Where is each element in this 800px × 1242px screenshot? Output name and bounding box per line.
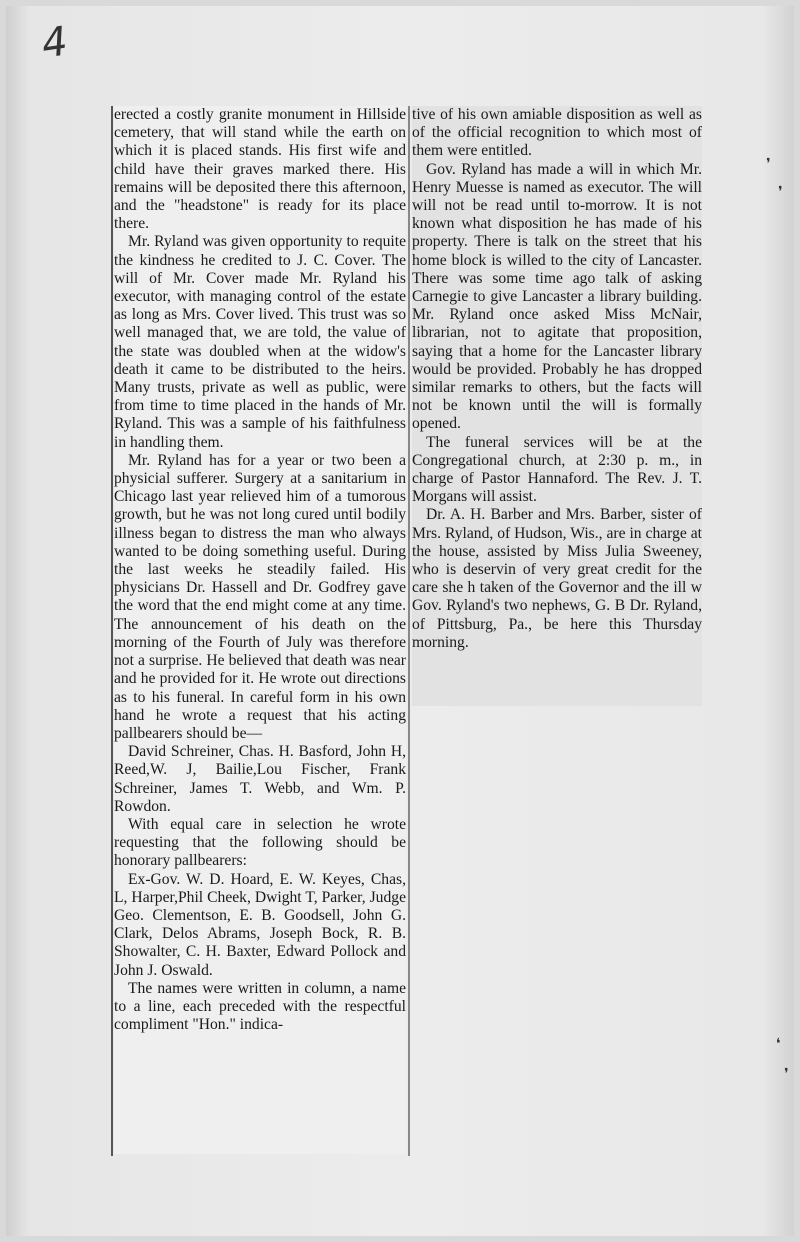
paragraph-acting-pallbearers: David Schreiner, Chas. H. Basford, John H, Reed,W. J, Bailie,Lou Fischer, Frank Schreiner, James T. Webb, and Wm. P. Rowdon. [114, 743, 406, 815]
paragraph-disposition: tive of his own amiable disposition as well as of the official recognition to which most of them were entitled. [412, 106, 702, 160]
paragraph-monument: erected a costly granite monument in Hillside cemetery, that will stand while the earth on which it is placed stands. His first wife and child have their graves marked there. His remains will be deposited there this afternoon, and the "headstone" is ready for its place there. [114, 106, 406, 233]
scan-speck-mark: ❛ [776, 1036, 781, 1052]
scan-speck-mark: ❜ [784, 1066, 789, 1082]
clipping-left-edge [111, 106, 113, 1156]
paragraph-illness: Mr. Ryland has for a year or two been a physicial sufferer. Surgery at a sanitarium in Chicago last year relieved him of a tumorous growth, but he was not long cured until bodily illness began to distress the man who always wanted to be doing something useful. During the last weeks he steadily failed. His physicians Dr. Hassell and Dr. Godfrey gave the word that the end might come at any time. The announcement of his death on the morning of the Fourth of July was therefore not a surprise. He believed that death was near and he provided for it. He wrote out directions as to his funeral. In careful form in his own hand he wrote a request that his acting pallbearers should be— [114, 451, 406, 742]
scan-speck-mark: ❜ [778, 184, 783, 200]
paragraph-funeral-services: The funeral services will be at the Congregational church, at 2:30 p. m., in charge of Pastor Hannaford. The Rev. J. T. Morgans will assist. [412, 433, 702, 506]
paragraph-barber-family: Dr. A. H. Barber and Mrs. Barber, sister of Mrs. Ryland, of Hudson, Wis., are in charge at the house, assisted by Miss Julia Sweeney, who is deservin of very great credit for the care she h taken of the Governor and the ill w Gov. Ryland's two nephews, G. B Dr. Ryland, of Pittsburg, Pa., be here this Thursday morning. [412, 506, 702, 651]
paragraph-cover-estate: Mr. Ryland was given opportunity to requite the kindness he credited to J. C. Cover. The will of Mr. Cover made Mr. Ryland his executor, with managing control of the estate as long as Mrs. Cover lived. This trust was so well managed that, we are told, the value of the state was doubled when at the widow's death it came to be distributed to the heirs. Many trusts, private as well as public, were from time to time placed in the hands of Mr. Ryland. This was a sample of his faithfulness in handling them. [114, 233, 406, 451]
newspaper-clipping-page [6, 6, 794, 1236]
paragraph-names-column: The names were written in column, a name to a line, each preceded with the respectful compliment "Hon." indica- [114, 979, 406, 1034]
paragraph-will: Gov. Ryland has made a will in which Mr. Henry Muesse is named as executor. The will will not be read until to-morrow. It is not known what disposition he has made of his property. There is talk on the street that his home block is willed to the city of Lancaster. There was some time ago talk of asking Carnegie to give Lancaster a library building. Mr. Ryland once asked Miss McNair, librarian, not to agitate that proposition, saying that a home for the Lancaster library would be provided. Probably he has dropped similar remarks to others, but the facts will not be known until the will is formally opened. [412, 160, 702, 433]
handwritten-page-number: 4 [38, 18, 71, 68]
paragraph-honorary-pallbearers: Ex-Gov. W. D. Hoard, E. W. Keyes, Chas, L, Harper,Phil Cheek, Dwight T, Parker, Judge Geo. Clementson, E. B. Goodsell, John G. Clark, Delos Abrams, Joseph Bock, R. B. Showalter, C. H. Baxter, Edward Pollock and John J. Oswald. [114, 870, 406, 979]
right-article-column [412, 106, 702, 706]
paragraph-honorary-intro: With equal care in selection he wrote requesting that the following should be honorary pallbearers: [114, 815, 406, 870]
column-rule [408, 106, 410, 1156]
left-article-column [114, 106, 406, 1154]
scan-speck-mark: ❜ [766, 156, 771, 172]
